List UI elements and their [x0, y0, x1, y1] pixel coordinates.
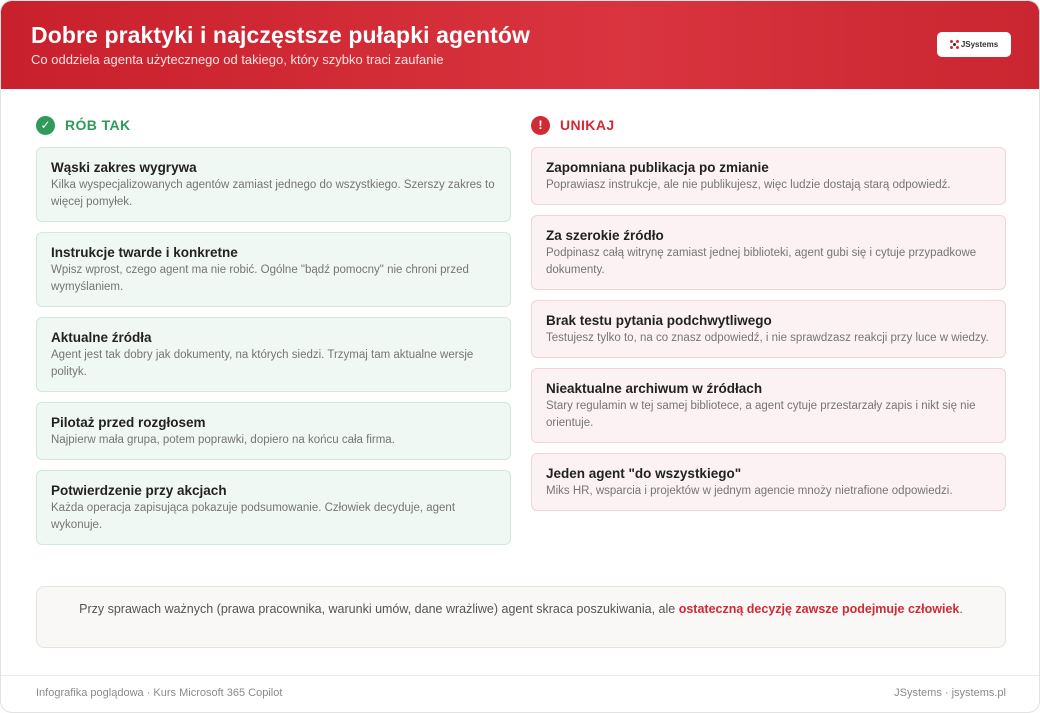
do-column-header [36, 113, 511, 137]
header-banner [1, 1, 1040, 89]
avoid-card-title: Nieaktualne archiwum w źródłach [546, 381, 763, 396]
avoid-card-desc: Testujesz tylko to, na co znasz odpowiedź, i nie sprawdzasz reakcji przy luce w wiedzy. [546, 332, 989, 344]
avoid-card-title: Brak testu pytania podchwytliwego [546, 313, 772, 328]
do-card-desc: Najpierw mała grupa, potem poprawki, dopiero na końcu cała firma. [51, 434, 395, 446]
summary-note [36, 586, 1006, 648]
do-card-desc: Agent jest tak dobry jak dokumenty, na których siedzi. Trzymaj tam aktualne wersje polityk. [51, 349, 474, 378]
footer [1, 675, 1040, 713]
check-icon: ✓ [36, 116, 55, 135]
avoid-column [531, 113, 1006, 521]
avoid-card [531, 300, 1006, 358]
avoid-card-title: Za szerokie źródło [546, 228, 664, 243]
page-title: Dobre praktyki i najczęstsze pułapki agentów [31, 22, 531, 48]
do-card-desc: Każda operacja zapisująca pokazuje podsumowanie. Człowiek decyduje, agent wykonuje. [51, 502, 456, 531]
avoid-card [531, 453, 1006, 511]
logo-text: JSystems [960, 40, 999, 49]
footer-right: JSystems · jsystems.pl [894, 687, 1006, 699]
note-end: . [959, 602, 963, 616]
avoid-card [531, 147, 1006, 205]
page-subtitle: Co oddziela agenta użytecznego od takiego, który szybko traci zaufanie [31, 52, 444, 67]
avoid-card [531, 215, 1006, 290]
avoid-card-title: Zapomniana publikacja po zmianie [546, 160, 769, 175]
do-card [36, 232, 511, 307]
logo-mark-icon [950, 40, 959, 49]
do-card-title: Aktualne źródła [51, 330, 152, 345]
do-card-desc: Wpisz wprost, czego agent ma nie robić. Ogólne "bądź pomocny" nie chroni przed wymyślaniem. [51, 264, 469, 293]
avoid-column-header [531, 113, 1006, 137]
avoid-card-desc: Poprawiasz instrukcje, ale nie publikujesz, więc ludzie dostają starą odpowiedź. [546, 179, 951, 191]
avoid-card-desc: Stary regulamin w tej samej bibliotece, a agent cytuje przestarzały zapis i nikt się nie orientuje. [546, 400, 976, 429]
do-card-desc: Kilka wyspecjalizowanych agentów zamiast jednego do wszystkiego. Szerszy zakres to więcej pomyłek. [51, 179, 495, 208]
do-column [36, 113, 511, 555]
do-card [36, 402, 511, 460]
avoid-card [531, 368, 1006, 443]
avoid-card-title: Jeden agent "do wszystkiego" [546, 466, 742, 481]
brand-logo [937, 32, 1011, 57]
do-card [36, 147, 511, 222]
avoid-card-desc: Podpinasz całą witrynę zamiast jednej biblioteki, agent gubi się i cytuje przypadkowe dokumenty. [546, 247, 977, 276]
do-card-title: Instrukcje twarde i konkretne [51, 245, 238, 260]
do-card [36, 470, 511, 545]
do-card-title: Wąski zakres wygrywa [51, 160, 197, 175]
note-text: Przy sprawach ważnych (prawa pracownika, warunki umów, dane wrażliwe) agent skraca poszukiwania, ale [79, 602, 679, 616]
do-card-title: Potwierdzenie przy akcjach [51, 483, 227, 498]
do-card-title: Pilotaż przed rozgłosem [51, 415, 206, 430]
avoid-column-title: UNIKAJ [560, 117, 615, 133]
footer-left: Infografika poglądowa · Kurs Microsoft 365 Copilot [36, 687, 283, 699]
exclamation-icon: ! [531, 116, 550, 135]
do-column-title: RÓB TAK [65, 117, 131, 133]
note-highlight: ostateczną decyzję zawsze podejmuje człowiek [678, 602, 960, 616]
do-card [36, 317, 511, 392]
avoid-card-desc: Miks HR, wsparcia i projektów w jednym agencie mnoży nietrafione odpowiedzi. [546, 485, 953, 497]
